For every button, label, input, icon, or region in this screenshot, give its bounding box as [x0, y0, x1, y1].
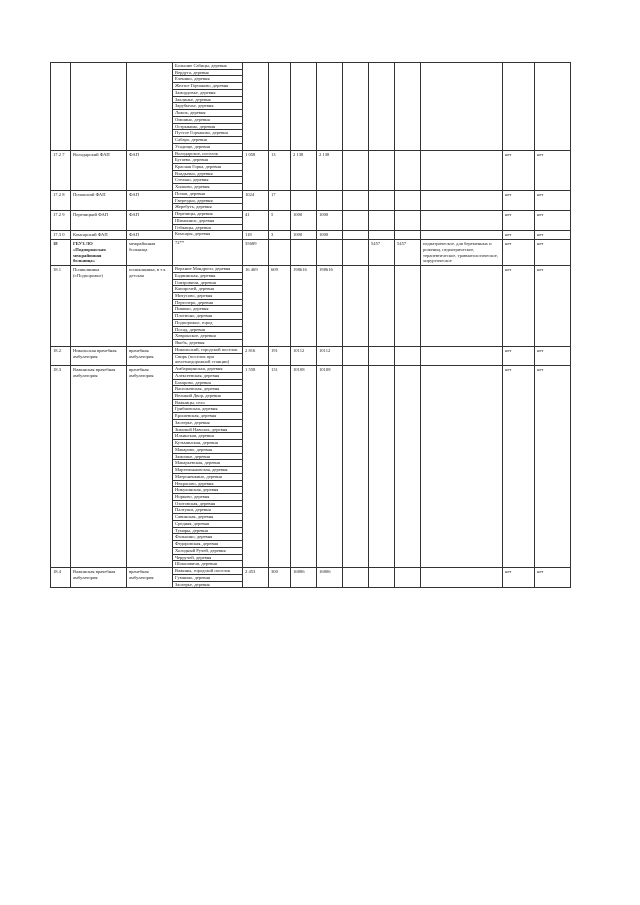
row-number: 18.4: [51, 568, 71, 588]
cell-d: [317, 190, 343, 210]
cell-c: 16806: [291, 568, 317, 588]
row-number: 17.3 0: [51, 231, 71, 240]
settlement-item: Средняя, деревня: [173, 521, 242, 528]
cell-g: [395, 190, 421, 210]
cell-j: нет: [535, 231, 571, 240]
cell-a: 41: [243, 211, 269, 231]
cell-e: [343, 231, 369, 240]
cell-i: нет: [503, 190, 535, 210]
cell-d: 1000: [317, 231, 343, 240]
settlement-item: Охотовская, деревня: [173, 501, 242, 508]
cell-a: 2 453: [243, 568, 269, 588]
facility-name: Важинская врачебная амбулатория: [71, 568, 127, 588]
cell-h: [421, 346, 503, 365]
settlement-item: Матроненкино, деревня: [173, 474, 242, 481]
settlement-item: Омшино, деревня: [173, 117, 242, 124]
cell-f: 5457: [369, 240, 395, 266]
cell-g: [395, 150, 421, 190]
settlement-item: Пертозеро, деревня: [173, 300, 242, 307]
facility-type: врачебная амбулатория: [127, 568, 173, 588]
table-row: [51, 211, 571, 231]
cell-j: нет: [535, 568, 571, 588]
settlement-item: Свирь (поселок при железнодорожной станции): [175, 353, 230, 365]
cell-i: нет: [503, 211, 535, 231]
settlement-list: [173, 240, 243, 266]
settlement-item: Черручей, деревня: [173, 555, 242, 562]
settlement-item: Гомзровичи, деревня: [173, 280, 242, 287]
cell-f: [369, 231, 395, 240]
facility-type: врачебная амбулатория: [127, 346, 173, 365]
cell-c: 10112: [291, 346, 317, 365]
settlement-item: Федоровская, деревня: [173, 541, 242, 548]
settlement-item: Плотично, деревня: [173, 313, 242, 320]
settlement-item: Тумары, деревня: [173, 528, 242, 535]
cell-g: [395, 211, 421, 231]
settlement-item: Амбарщинская, деревня: [173, 366, 242, 373]
settlement-item: Хилково, деревня: [175, 184, 210, 190]
cell-e: [343, 190, 369, 210]
facility-name: Никольская врачебная амбулатория: [71, 346, 127, 365]
settlement-item: Великий Двор, деревня: [173, 393, 242, 400]
cell-g: [395, 266, 421, 347]
cell-f: [369, 568, 395, 588]
cell-i: нет: [503, 266, 535, 347]
cell-j: нет: [535, 150, 571, 190]
settlement-item: Пустое Горчаково, деревня: [173, 130, 242, 137]
cell-j: нет: [535, 266, 571, 347]
cell-g: [395, 231, 421, 240]
facility-name: [71, 63, 127, 151]
cell-e: [343, 240, 369, 266]
cell-i: нет: [503, 150, 535, 190]
settlement-item: Жеребуть, деревня: [175, 204, 212, 210]
cell-j: нет: [535, 366, 571, 568]
settlement-item: Вердуга, деревня: [173, 70, 242, 77]
cell-h: [421, 211, 503, 231]
cell-i: нет: [503, 231, 535, 240]
table-row: [51, 63, 571, 151]
cell-b: 5: [269, 211, 291, 231]
settlement-item: Холодный Ручей, деревня: [173, 548, 242, 555]
settlement-list: [173, 266, 243, 347]
facility-name: Володарский ФАП: [71, 150, 127, 190]
cell-j: нет: [535, 211, 571, 231]
settlement-item: Зимовой Наволок, деревня: [173, 427, 242, 434]
settlement-item: Важины, городской поселок: [173, 568, 242, 575]
settlement-item: Шимоннск, деревня: [173, 218, 242, 225]
settlement-item: Желтое Горчаково, деревня: [173, 83, 242, 90]
document-page: [50, 62, 570, 588]
cell-f: [369, 63, 395, 151]
cell-e: [343, 211, 369, 231]
settlement-list: [173, 231, 243, 240]
facility-type: врачебная амбулатория: [127, 366, 173, 568]
facility-name: Почапский ФАП: [71, 190, 127, 210]
cell-h: [421, 366, 503, 568]
cell-i: нет: [503, 346, 535, 365]
row-number: 17.2 8: [51, 190, 71, 210]
cell-g: [395, 366, 421, 568]
facility-type: ФАП: [127, 211, 173, 231]
cell-f: [369, 211, 395, 231]
cell-c: [291, 190, 317, 210]
settlement-item: Фалькино, деревня: [173, 534, 242, 541]
cell-g: 5457: [395, 240, 421, 266]
facility-type: ФАП: [127, 150, 173, 190]
cell-a: 1 058: [243, 150, 269, 190]
cell-g: [395, 346, 421, 365]
settlement-item: Важницы, село: [173, 400, 242, 407]
settlement-item: Алексеевская, деревня: [173, 373, 242, 380]
cell-a: 16 469: [243, 266, 269, 347]
settlement-item: Макарьевская, деревня: [173, 460, 242, 467]
settlement-item: Посад, деревня: [173, 327, 242, 334]
cell-f: [369, 266, 395, 347]
settlement-item: Бугаево, деревня: [173, 157, 242, 164]
row-number: 17.2 9: [51, 211, 71, 231]
table-row: [51, 366, 571, 568]
settlement-item: Якобь, деревня: [175, 340, 205, 346]
cell-f: [369, 346, 395, 365]
settlement-item: Ерошевская, деревня: [173, 413, 242, 420]
cell-e: [343, 266, 369, 347]
row-number: 18.3: [51, 366, 71, 568]
cell-i: нет: [503, 568, 535, 588]
table-row: [51, 346, 571, 365]
cell-j: [535, 63, 571, 151]
cell-d: 16806: [317, 568, 343, 588]
cell-a: [243, 63, 269, 151]
settlement-item: Мартемьяновская, деревня: [173, 467, 242, 474]
cell-c: 198616: [291, 266, 317, 347]
cell-b: 300: [269, 568, 291, 588]
cell-c: 1000: [291, 211, 317, 231]
row-number: 17.2 7: [51, 150, 71, 190]
settlement-item: Еленино, деревня: [173, 76, 242, 83]
facilities-table: [50, 62, 571, 588]
settlement-item: Усадище, деревня: [175, 143, 210, 149]
settlement-item: Сабаро, деревня: [173, 137, 242, 144]
settlement-list: [173, 366, 243, 568]
settlement-item: Перечицы, деревня: [173, 211, 242, 218]
settlement-item: Ложок, деревня: [173, 110, 242, 117]
settlement-item: Владычно, деревня: [173, 171, 242, 178]
settlement-list: [173, 211, 243, 231]
cell-c: [291, 240, 317, 266]
settlement-item: Красная Горка, деревня: [173, 164, 242, 171]
cell-a: 35689: [243, 240, 269, 266]
settlement-item: Заозерье, деревня: [175, 581, 210, 587]
settlement-item: Острыкино, деревня: [173, 124, 242, 131]
cell-h: [421, 63, 503, 151]
cell-h: педиатрическое, для беременных и рожениц, педиатрическое, терапевтическое, травматологическое, хирургическое: [421, 240, 503, 266]
cell-g: [395, 568, 421, 588]
settlement-item: Заклинье, деревня: [173, 97, 242, 104]
cell-g: [395, 63, 421, 151]
table-row: [51, 240, 571, 266]
cell-d: [317, 240, 343, 266]
settlement-item: Замошье, деревня: [173, 454, 242, 461]
cell-e: [343, 346, 369, 365]
cell-c: 10108: [291, 366, 317, 568]
row-number: 18.1: [51, 266, 71, 347]
settlement-item: Стелько, деревня: [173, 177, 242, 184]
facility-name: Важинская врачебная амбулатория: [71, 366, 127, 568]
cell-i: нет: [503, 240, 535, 266]
settlement-list: [173, 63, 243, 151]
table-row: [51, 231, 571, 240]
settlement-item: Гверездно, деревня: [173, 198, 242, 205]
settlement-item: Комсары, деревня: [175, 231, 211, 237]
settlement-item: Никулинская, деревня: [173, 487, 242, 494]
cell-b: 17: [269, 190, 291, 210]
row-number: 18: [51, 240, 71, 266]
settlement-item: Зарубычье, деревня: [173, 103, 242, 110]
cell-f: [369, 150, 395, 190]
cell-e: [343, 366, 369, 568]
cell-d: 2 138: [317, 150, 343, 190]
cell-b: [269, 63, 291, 151]
facility-name: Комсарский ФАП: [71, 231, 127, 240]
settlement-item: 72**: [175, 240, 185, 246]
cell-d: [317, 63, 343, 151]
settlement-item: Некрасово, деревня: [173, 481, 242, 488]
settlement-item: Почап, деревня: [173, 191, 242, 198]
settlement-item: Заозерье, деревня: [173, 420, 242, 427]
settlement-item: Ильинская, деревня: [173, 433, 242, 440]
cell-i: [503, 63, 535, 151]
settlement-item: Савинская, деревня: [173, 514, 242, 521]
cell-j: нет: [535, 240, 571, 266]
cell-j: нет: [535, 190, 571, 210]
cell-d: 198616: [317, 266, 343, 347]
cell-i: нет: [503, 366, 535, 568]
settlement-list: [173, 568, 243, 588]
settlement-item: Никольский, городской поселок: [173, 347, 242, 354]
cell-b: 3: [269, 231, 291, 240]
settlement-item: Грибновская, деревня: [173, 406, 242, 413]
settlement-item: Бахарово, деревня: [173, 380, 242, 387]
cell-h: [421, 568, 503, 588]
settlement-item: Кузьминская, деревня: [173, 440, 242, 447]
settlement-list: [173, 190, 243, 210]
facility-type: ФАП: [127, 190, 173, 210]
cell-b: [269, 240, 291, 266]
settlement-item: Норково, деревня: [173, 494, 242, 501]
settlement-item: Макарово, деревня: [173, 447, 242, 454]
cell-a: 2 816: [243, 346, 269, 365]
row-number: [51, 63, 71, 151]
settlement-item: Каппрочей, деревня: [173, 286, 242, 293]
cell-a: 1024: [243, 190, 269, 210]
cell-j: нет: [535, 346, 571, 365]
cell-h: [421, 266, 503, 347]
settlement-item: Подпорожье, город: [173, 320, 242, 327]
facility-name: Поликлиника (г.Подпорожье): [71, 266, 127, 347]
settlement-item: Хевронское, деревня: [173, 333, 242, 340]
cell-a: 118: [243, 231, 269, 240]
facility-name: Перечицкий ФАП: [71, 211, 127, 231]
table-row: [51, 568, 571, 588]
cell-h: [421, 150, 503, 190]
settlement-item: Верхние Мандроги, деревня: [173, 266, 242, 273]
cell-b: 13: [269, 150, 291, 190]
cell-b: 191: [269, 346, 291, 365]
settlement-item: Володарское, поселок: [173, 151, 242, 158]
row-number: 18.2: [51, 346, 71, 365]
settlement-item: Гумнино, деревня: [173, 575, 242, 582]
cell-a: 1 558: [243, 366, 269, 568]
facility-name: ГБУЗ ЛО «Подпорожская межрайонная больница»: [71, 240, 127, 266]
facility-type: [127, 63, 173, 151]
cell-e: [343, 568, 369, 588]
settlement-list: [173, 346, 243, 365]
settlement-item: Шокшавичи, деревня: [175, 561, 217, 567]
settlement-item: Бодвинская, деревня: [173, 273, 242, 280]
cell-h: [421, 231, 503, 240]
table-row: [51, 190, 571, 210]
settlement-item: Пияшко, деревня: [173, 306, 242, 313]
table-row: [51, 266, 571, 347]
cell-d: 1000: [317, 211, 343, 231]
facility-type: поликлиника, в т.ч. детская: [127, 266, 173, 347]
cell-e: [343, 150, 369, 190]
settlement-item: Васильевская, деревня: [173, 386, 242, 393]
settlement-item: Митусово, деревня: [173, 293, 242, 300]
table-row: [51, 150, 571, 190]
cell-b: 609: [269, 266, 291, 347]
facility-type: межрайонная больница: [127, 240, 173, 266]
cell-h: [421, 190, 503, 210]
facility-type: ФАП: [127, 231, 173, 240]
cell-d: 10112: [317, 346, 343, 365]
settlement-item: Замордовье, деревня: [173, 90, 242, 97]
cell-d: 10108: [317, 366, 343, 568]
cell-c: 1000: [291, 231, 317, 240]
settlement-item: Палтуши, деревня: [173, 507, 242, 514]
cell-f: [369, 190, 395, 210]
settlement-item: Большие Сабицы, деревня: [173, 63, 242, 70]
cell-f: [369, 366, 395, 568]
cell-b: 131: [269, 366, 291, 568]
settlement-list: [173, 150, 243, 190]
cell-c: 2 138: [291, 150, 317, 190]
cell-e: [343, 63, 369, 151]
settlement-item: Гобжицы, деревня: [175, 224, 211, 230]
cell-c: [291, 63, 317, 151]
